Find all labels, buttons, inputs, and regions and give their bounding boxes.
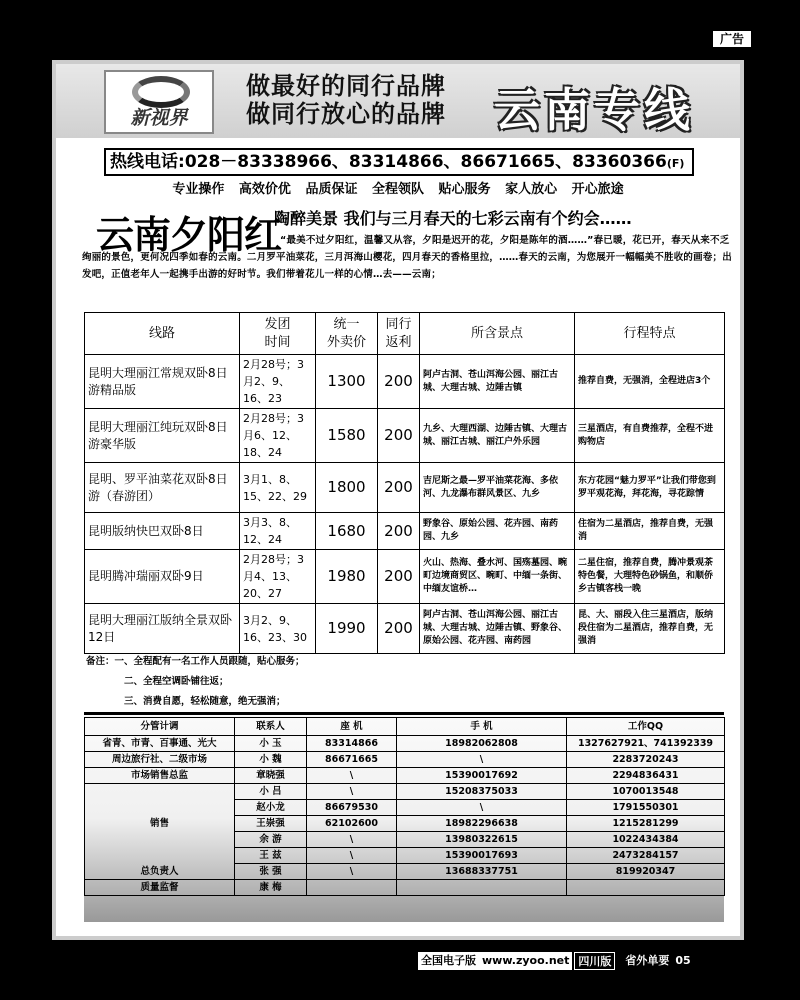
contact-dept bbox=[85, 848, 235, 864]
route-price: 1580 bbox=[316, 409, 378, 463]
contact-person: 小 魏 bbox=[235, 752, 307, 768]
route-dates: 3月3、8、12、24 bbox=[240, 513, 316, 550]
footer-url[interactable]: www.zyoo.net bbox=[479, 952, 572, 970]
header-dates-2: 时间 bbox=[264, 334, 291, 350]
route-table bbox=[84, 312, 725, 654]
contact-qq: 2283720243 bbox=[567, 752, 725, 768]
contact-dept bbox=[85, 832, 235, 848]
service-item: 家人放心 bbox=[505, 182, 558, 197]
route-title: 云南专线 bbox=[494, 83, 694, 137]
route-rebate: 200 bbox=[378, 513, 420, 550]
ad-tag: 广告 bbox=[712, 30, 752, 48]
contact-landline: \ bbox=[307, 784, 397, 800]
table-row bbox=[85, 513, 725, 550]
note-item: 一、全程配有一名工作人员跟随，贴心服务； bbox=[114, 656, 305, 667]
table-row bbox=[85, 816, 725, 832]
contact-dept: 质量监督 bbox=[85, 880, 235, 896]
contact-landline: 62102600 bbox=[307, 816, 397, 832]
contact-dept: 省青、市青、百事通、光大 bbox=[85, 736, 235, 752]
route-name: 昆明、罗平油菜花双卧8日游（春游团） bbox=[85, 463, 240, 513]
notes bbox=[86, 652, 305, 712]
header-dates-1: 发团 bbox=[264, 316, 291, 332]
contact-dept: 市场销售总监 bbox=[85, 768, 235, 784]
header-mobile: 手 机 bbox=[397, 718, 567, 736]
contact-qq: 1327627921、741392339 bbox=[567, 736, 725, 752]
route-spots: 阿卢古洞、苍山洱海公园、丽江古城、大理古城、边陲古镇、野象谷、原始公园、花卉园、南药园 bbox=[420, 604, 575, 654]
contact-mobile: \ bbox=[397, 752, 567, 768]
footer-section: 省外单要 bbox=[625, 953, 670, 967]
intro-brand: 云南夕阳红 bbox=[96, 212, 282, 257]
header-qq: 工作QQ bbox=[567, 718, 725, 736]
contact-person: 王 兹 bbox=[235, 848, 307, 864]
contact-mobile: 15208375033 bbox=[397, 784, 567, 800]
contact-landline: 86671665 bbox=[307, 752, 397, 768]
route-dates: 3月1、8、15、22、29 bbox=[240, 463, 316, 513]
contacts-panel bbox=[84, 712, 724, 922]
header-price-2: 外卖价 bbox=[326, 334, 366, 350]
table-row bbox=[85, 848, 725, 864]
table-row bbox=[85, 800, 725, 816]
table-row bbox=[85, 768, 725, 784]
route-features: 东方花园“魅力罗平”让我们带您到罗平观花海，拜花海，寻花踪情 bbox=[575, 463, 725, 513]
route-rebate: 200 bbox=[378, 550, 420, 604]
header-route: 线路 bbox=[85, 313, 240, 355]
contact-landline: 83314866 bbox=[307, 736, 397, 752]
header-rebate-1: 同行 bbox=[385, 316, 412, 332]
route-price: 1980 bbox=[316, 550, 378, 604]
contact-person: 小 吕 bbox=[235, 784, 307, 800]
contact-mobile: \ bbox=[397, 800, 567, 816]
service-item: 专业操作 bbox=[172, 182, 225, 197]
slogan-line-2: 做同行放心的品牌 bbox=[246, 100, 446, 128]
header-landline: 座 机 bbox=[307, 718, 397, 736]
contact-person: 康 梅 bbox=[235, 880, 307, 896]
contact-dept: 总负责人 bbox=[85, 864, 235, 880]
route-spots: 吉尼斯之最—罗平油菜花海、多依河、九龙瀑布群风景区、九乡 bbox=[420, 463, 575, 513]
page-number: 05 bbox=[675, 953, 691, 967]
hotline-numbers: 028－83338966、83314866、86671665、83360366 bbox=[184, 152, 667, 172]
route-name: 昆明大理丽江纯玩双卧8日游豪华版 bbox=[85, 409, 240, 463]
table-row bbox=[85, 463, 725, 513]
contact-landline bbox=[307, 880, 397, 896]
logo-text: 新视界 bbox=[130, 107, 188, 129]
route-price: 1800 bbox=[316, 463, 378, 513]
contact-person: 章晓强 bbox=[235, 768, 307, 784]
contact-mobile: 18982062808 bbox=[397, 736, 567, 752]
table-row bbox=[85, 784, 725, 800]
header-features: 行程特点 bbox=[575, 313, 725, 355]
route-features: 推荐自费，无强消，全程进店3个 bbox=[575, 355, 725, 409]
table-row bbox=[85, 736, 725, 752]
contact-landline: \ bbox=[307, 848, 397, 864]
service-item: 高效价优 bbox=[238, 182, 291, 197]
header-banner bbox=[56, 64, 740, 138]
intro-body: “最美不过夕阳红，温馨又从容，夕阳是迟开的花，夕阳是陈年的酒……”春已暖，花已开，春天从来不乏绚丽的景色，更何况四季如春的云南。二月罗平油菜花，三月洱海山樱花，四月春天的香格里拉，……春天的云南，为您展开一幅幅美不胜收的画卷；出发吧，正值老年人一起携手出游的好时节。我们带着花儿一样的心情…去——云南； bbox=[82, 235, 732, 280]
contact-landline: \ bbox=[307, 832, 397, 848]
contact-dept: 销售 bbox=[85, 816, 235, 832]
route-dates: 3月2、9、16、23、30 bbox=[240, 604, 316, 654]
contact-qq: 1215281299 bbox=[567, 816, 725, 832]
contact-mobile bbox=[397, 880, 567, 896]
header-dates bbox=[240, 313, 316, 355]
contact-person: 赵小龙 bbox=[235, 800, 307, 816]
contact-dept bbox=[85, 800, 235, 816]
slogan-line-1: 做最好的同行品牌 bbox=[246, 72, 446, 100]
route-spots: 九乡、大理西湖、边陲古镇、大理古城、丽江古城、丽江户外乐园 bbox=[420, 409, 575, 463]
route-name: 昆明大理丽江常规双卧8日游精品版 bbox=[85, 355, 240, 409]
route-spots: 阿卢古洞、苍山洱海公园、丽江古城、大理古城、边陲古镇 bbox=[420, 355, 575, 409]
route-features: 昆、大、丽段入住三星酒店，版纳段住宿为二星酒店，推荐自费，无强消 bbox=[575, 604, 725, 654]
service-item: 品质保证 bbox=[305, 182, 358, 197]
intro-headline: 陶醉美景 我们与三月春天的七彩云南有个约会…… bbox=[274, 209, 632, 228]
contact-dept: 周边旅行社、二级市场 bbox=[85, 752, 235, 768]
contact-person: 小 玉 bbox=[235, 736, 307, 752]
logo bbox=[104, 70, 214, 134]
note-item: 三、消费自愿，轻松随意，绝无强消； bbox=[124, 696, 286, 707]
service-item: 贴心服务 bbox=[438, 182, 491, 197]
note-item: 二、全程空调卧铺往返； bbox=[124, 676, 229, 687]
table-row bbox=[85, 409, 725, 463]
advert-card bbox=[52, 60, 744, 940]
header-price bbox=[316, 313, 378, 355]
header-rebate bbox=[378, 313, 420, 355]
contact-mobile: 15390017693 bbox=[397, 848, 567, 864]
contact-mobile: 18982296638 bbox=[397, 816, 567, 832]
route-rebate: 200 bbox=[378, 355, 420, 409]
table-row bbox=[85, 832, 725, 848]
service-item: 开心旅途 bbox=[571, 182, 624, 197]
route-dates: 2月28号；3月2、9、16、23 bbox=[240, 355, 316, 409]
contact-qq: 819920347 bbox=[567, 864, 725, 880]
route-name: 昆明腾冲瑞丽双卧9日 bbox=[85, 550, 240, 604]
contact-qq: 2473284157 bbox=[567, 848, 725, 864]
hotline-label: 热线电话: bbox=[110, 152, 185, 172]
route-rebate: 200 bbox=[378, 604, 420, 654]
header-dept: 分管计调 bbox=[85, 718, 235, 736]
contact-landline: 86679530 bbox=[307, 800, 397, 816]
route-name: 昆明大理丽江版纳全景双卧12日 bbox=[85, 604, 240, 654]
header-rebate-2: 返利 bbox=[385, 334, 412, 350]
table-row bbox=[85, 550, 725, 604]
contact-qq: 2294836431 bbox=[567, 768, 725, 784]
contact-dept bbox=[85, 784, 235, 800]
contact-person: 张 强 bbox=[235, 864, 307, 880]
footer-region: 四川版 bbox=[574, 952, 615, 970]
footer-edition: 全国电子版 bbox=[418, 952, 479, 970]
table-row bbox=[85, 880, 725, 896]
contacts-table bbox=[84, 717, 725, 896]
table-row bbox=[85, 864, 725, 880]
route-rebate: 200 bbox=[378, 409, 420, 463]
notes-label: 备注： bbox=[86, 656, 115, 667]
table-row bbox=[85, 604, 725, 654]
service-slogans bbox=[56, 178, 740, 197]
route-features: 二星住宿，推荐自费，腾冲景观茶特色餐，大理特色砂锅鱼，和顺侨乡古镇客栈一晚 bbox=[575, 550, 725, 604]
contact-mobile: 15390017692 bbox=[397, 768, 567, 784]
table-row bbox=[85, 355, 725, 409]
contact-mobile: 13688337751 bbox=[397, 864, 567, 880]
contact-qq: 1791550301 bbox=[567, 800, 725, 816]
contact-landline: \ bbox=[307, 768, 397, 784]
header-price-1: 统一 bbox=[333, 316, 360, 332]
contact-qq: 1070013548 bbox=[567, 784, 725, 800]
contact-person: 王崇强 bbox=[235, 816, 307, 832]
route-spots: 火山、热海、叠水河、国殇墓园、畹町边境商贸区、畹町、中缅一条街、中缅友谊桥… bbox=[420, 550, 575, 604]
route-dates: 2月28号；3月6、12、18、24 bbox=[240, 409, 316, 463]
contacts-header bbox=[85, 718, 725, 736]
route-table-header bbox=[85, 313, 725, 355]
route-rebate: 200 bbox=[378, 463, 420, 513]
contact-qq bbox=[567, 880, 725, 896]
route-price: 1680 bbox=[316, 513, 378, 550]
route-features: 住宿为二星酒店，推荐自费，无强消 bbox=[575, 513, 725, 550]
route-features: 三星酒店，有自费推荐，全程不进购物店 bbox=[575, 409, 725, 463]
footer bbox=[418, 950, 691, 970]
contact-person: 余 游 bbox=[235, 832, 307, 848]
contact-qq: 1022434384 bbox=[567, 832, 725, 848]
route-spots: 野象谷、原始公园、花卉园、南药园、九乡 bbox=[420, 513, 575, 550]
hotline-fax: (F) bbox=[666, 157, 685, 170]
route-name: 昆明版纳快巴双卧8日 bbox=[85, 513, 240, 550]
contact-mobile: 13980322615 bbox=[397, 832, 567, 848]
route-dates: 2月28号；3月4、13、20、27 bbox=[240, 550, 316, 604]
slogan bbox=[246, 72, 446, 128]
route-price: 1990 bbox=[316, 604, 378, 654]
route-price: 1300 bbox=[316, 355, 378, 409]
service-item: 全程领队 bbox=[371, 182, 424, 197]
contact-landline: \ bbox=[307, 864, 397, 880]
hotline-box bbox=[104, 148, 694, 176]
table-row bbox=[85, 752, 725, 768]
header-spots: 所含景点 bbox=[420, 313, 575, 355]
header-person: 联系人 bbox=[235, 718, 307, 736]
